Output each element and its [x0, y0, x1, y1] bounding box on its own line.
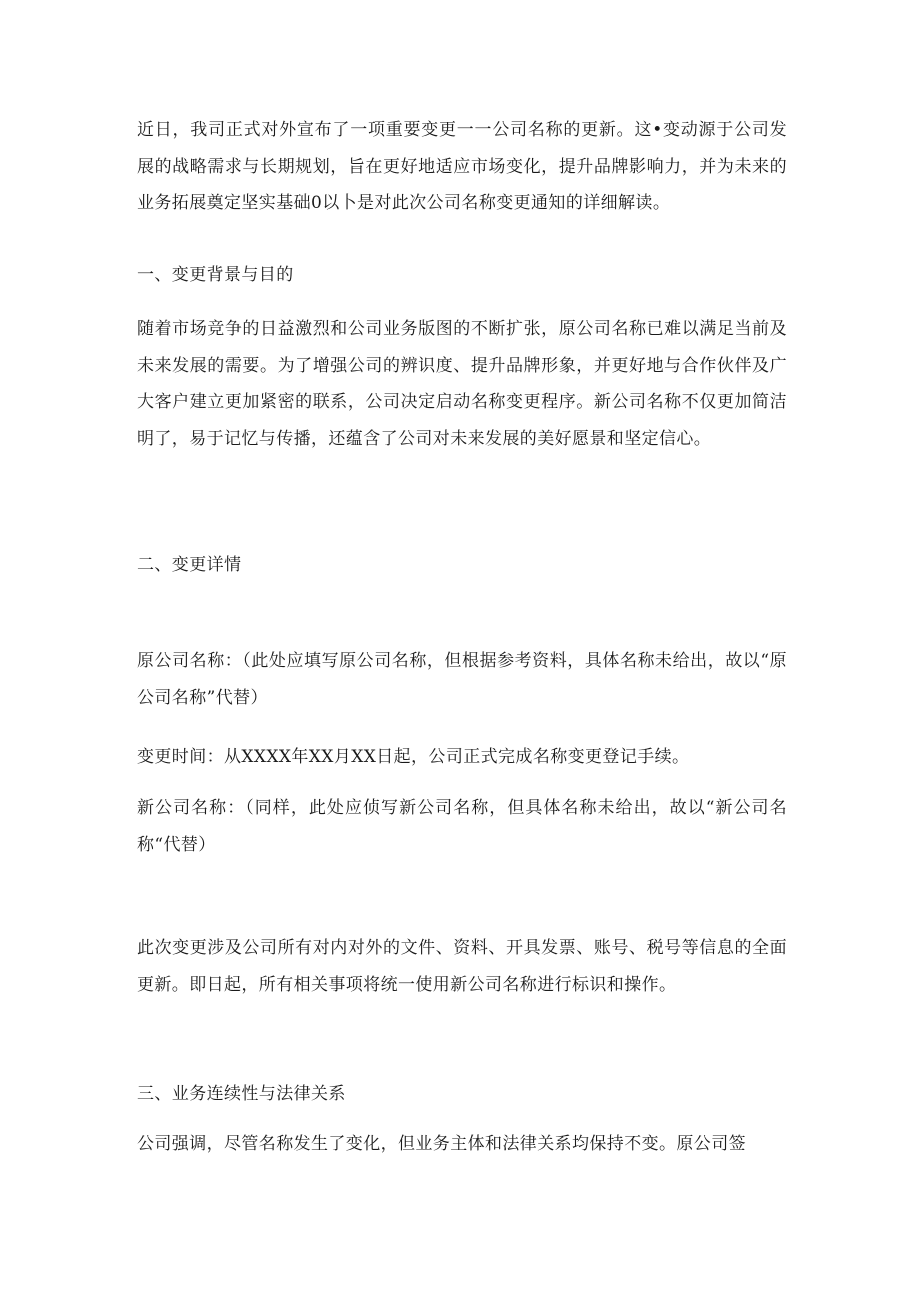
intro-paragraph: 近日，我司正式对外宣布了一项重要变更一一公司名称的更新。这•变动源于公司发展的战略需求与长期规划，旨在更好地适应市场变化，提升品牌影响力，并为未来的业务拓展奠定坚实基础0以卜是对此次公司名称变更通知的详细解读。: [137, 120, 787, 213]
section2-heading: 二、变更详情: [137, 555, 242, 575]
scope-paragraph: 此次变更涉及公司所有对内对外的文件、资料、开具发票、账号、税号等信息的全面更新。即日起，所有相关事项将统一使用新公司名称进行标识和操作。: [137, 938, 787, 995]
document-page: [137, 0, 787, 1301]
section3-heading: 三、业务连续性与法律关系: [137, 1084, 346, 1104]
new-name-paragraph: 新公司名称：（同样，此处应侦写新公司名称，但具体名称未给出，故以“新公司名称“代替）: [137, 798, 787, 855]
section1-heading: 一、变更背景与目的: [137, 265, 294, 285]
old-name-paragraph: 原公司名称：（此处应填写原公司名称，但根据参考资料，具体名称未给出，故以“原公司名称”代替）: [137, 651, 787, 708]
change-time-paragraph: 变更时间：从XXXX年XX月XX日起，公司正式完成名称变更登记手续。: [137, 747, 690, 767]
section1-paragraph: 随着市场竞争的日益激烈和公司业务版图的不断扩张，原公司名称已难以满足当前及未来发展的需要。为了增强公司的辨识度、提升品牌形象，并更好地与合作伙伴及广大客户建立更加紧密的联系，公司决定启动名称变更程序。新公司名称不仅更加简洁明了，易于记忆与传播，还蕴含了公司对未来发展的美好愿景和坚定信心。: [137, 319, 787, 449]
section3-paragraph: 公司强调，尽管名称发生了变化，但业务主体和法律关系均保持不变。原公司签: [137, 1134, 746, 1154]
